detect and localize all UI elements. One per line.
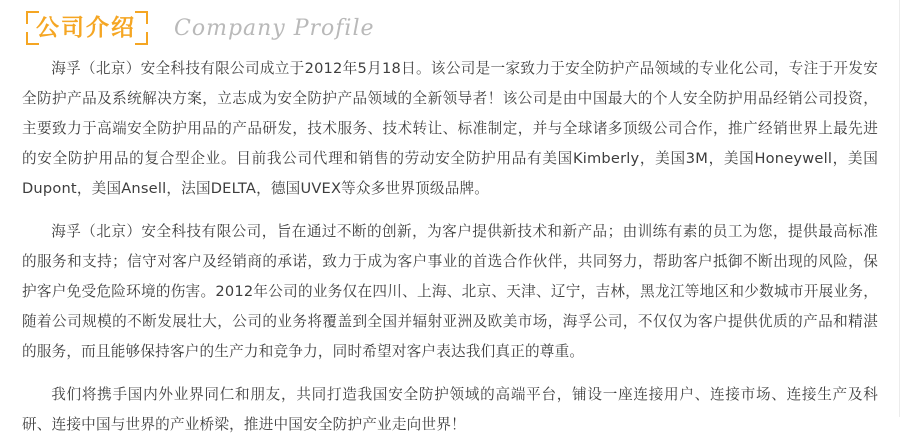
page-content (0, 50, 900, 440)
paragraph: 海孚（北京）安全科技有限公司成立于2012年5月18日。该公司是一家致力于安全防护产品领域的专业化公司，专注于开发安全防护产品及系统解决方案，立志成为安全防护产品领域的全新领导者！该公司是由中国最大的个人安全防护用品经销公司投资，主要致力于高端安全防护用品的产品研发，技术服务、技术转让、标准制定，并与全球诸多顶级公司合作，推广经销世界上最先进的安全防护用品的复合型企业。目前我公司代理和销售的劳动安全防护用品有美国Kimberly，美国3M，美国Honeywell，美国Dupont，美国Ansell，法国DELTA，德国UVEX等众多世界顶级品牌。 (22, 60, 878, 197)
corner-bracket-top-left-icon (26, 11, 39, 24)
paragraph: 海孚（北京）安全科技有限公司，旨在通过不断的创新，为客户提供新技术和新产品；由训练有素的员工为您，提供最高标准的服务和支持；信守对客户及经销商的承诺，致力于成为客户事业的首选合作伙伴，共同努力，帮助客户抵御不断出现的风险，保护客户免受危险环境的伤害。2012年公司的业务仅在四川、上海、北京、天津、辽宁，吉林，黑龙江等地区和少数城市开展业务，随着公司规模的不断发展壮大，公司的业务将覆盖到全国并辐射亚洲及欧美市场，海孚公司，不仅仅为客户提供优质的产品和精湛的服务，而且能够保持客户的生产力和竞争力，同时希望对客户表达我们真正的尊重。 (22, 223, 878, 360)
page-title: 公司介绍 (36, 15, 136, 41)
page-title-badge (26, 11, 148, 45)
paragraph: 我们将携手国内外业界同仁和朋友，共同打造我国安全防护领域的高端平台，铺设一座连接用户、连接市场、连接生产及科研、连接中国与世界的产业桥梁，推进中国安全防护产业走向世界！ (22, 386, 878, 433)
page-header (0, 0, 900, 50)
corner-bracket-bottom-left-icon (26, 32, 39, 45)
corner-bracket-top-right-icon (135, 11, 148, 24)
corner-bracket-bottom-right-icon (135, 32, 148, 45)
page-subtitle: Company Profile (174, 15, 375, 41)
